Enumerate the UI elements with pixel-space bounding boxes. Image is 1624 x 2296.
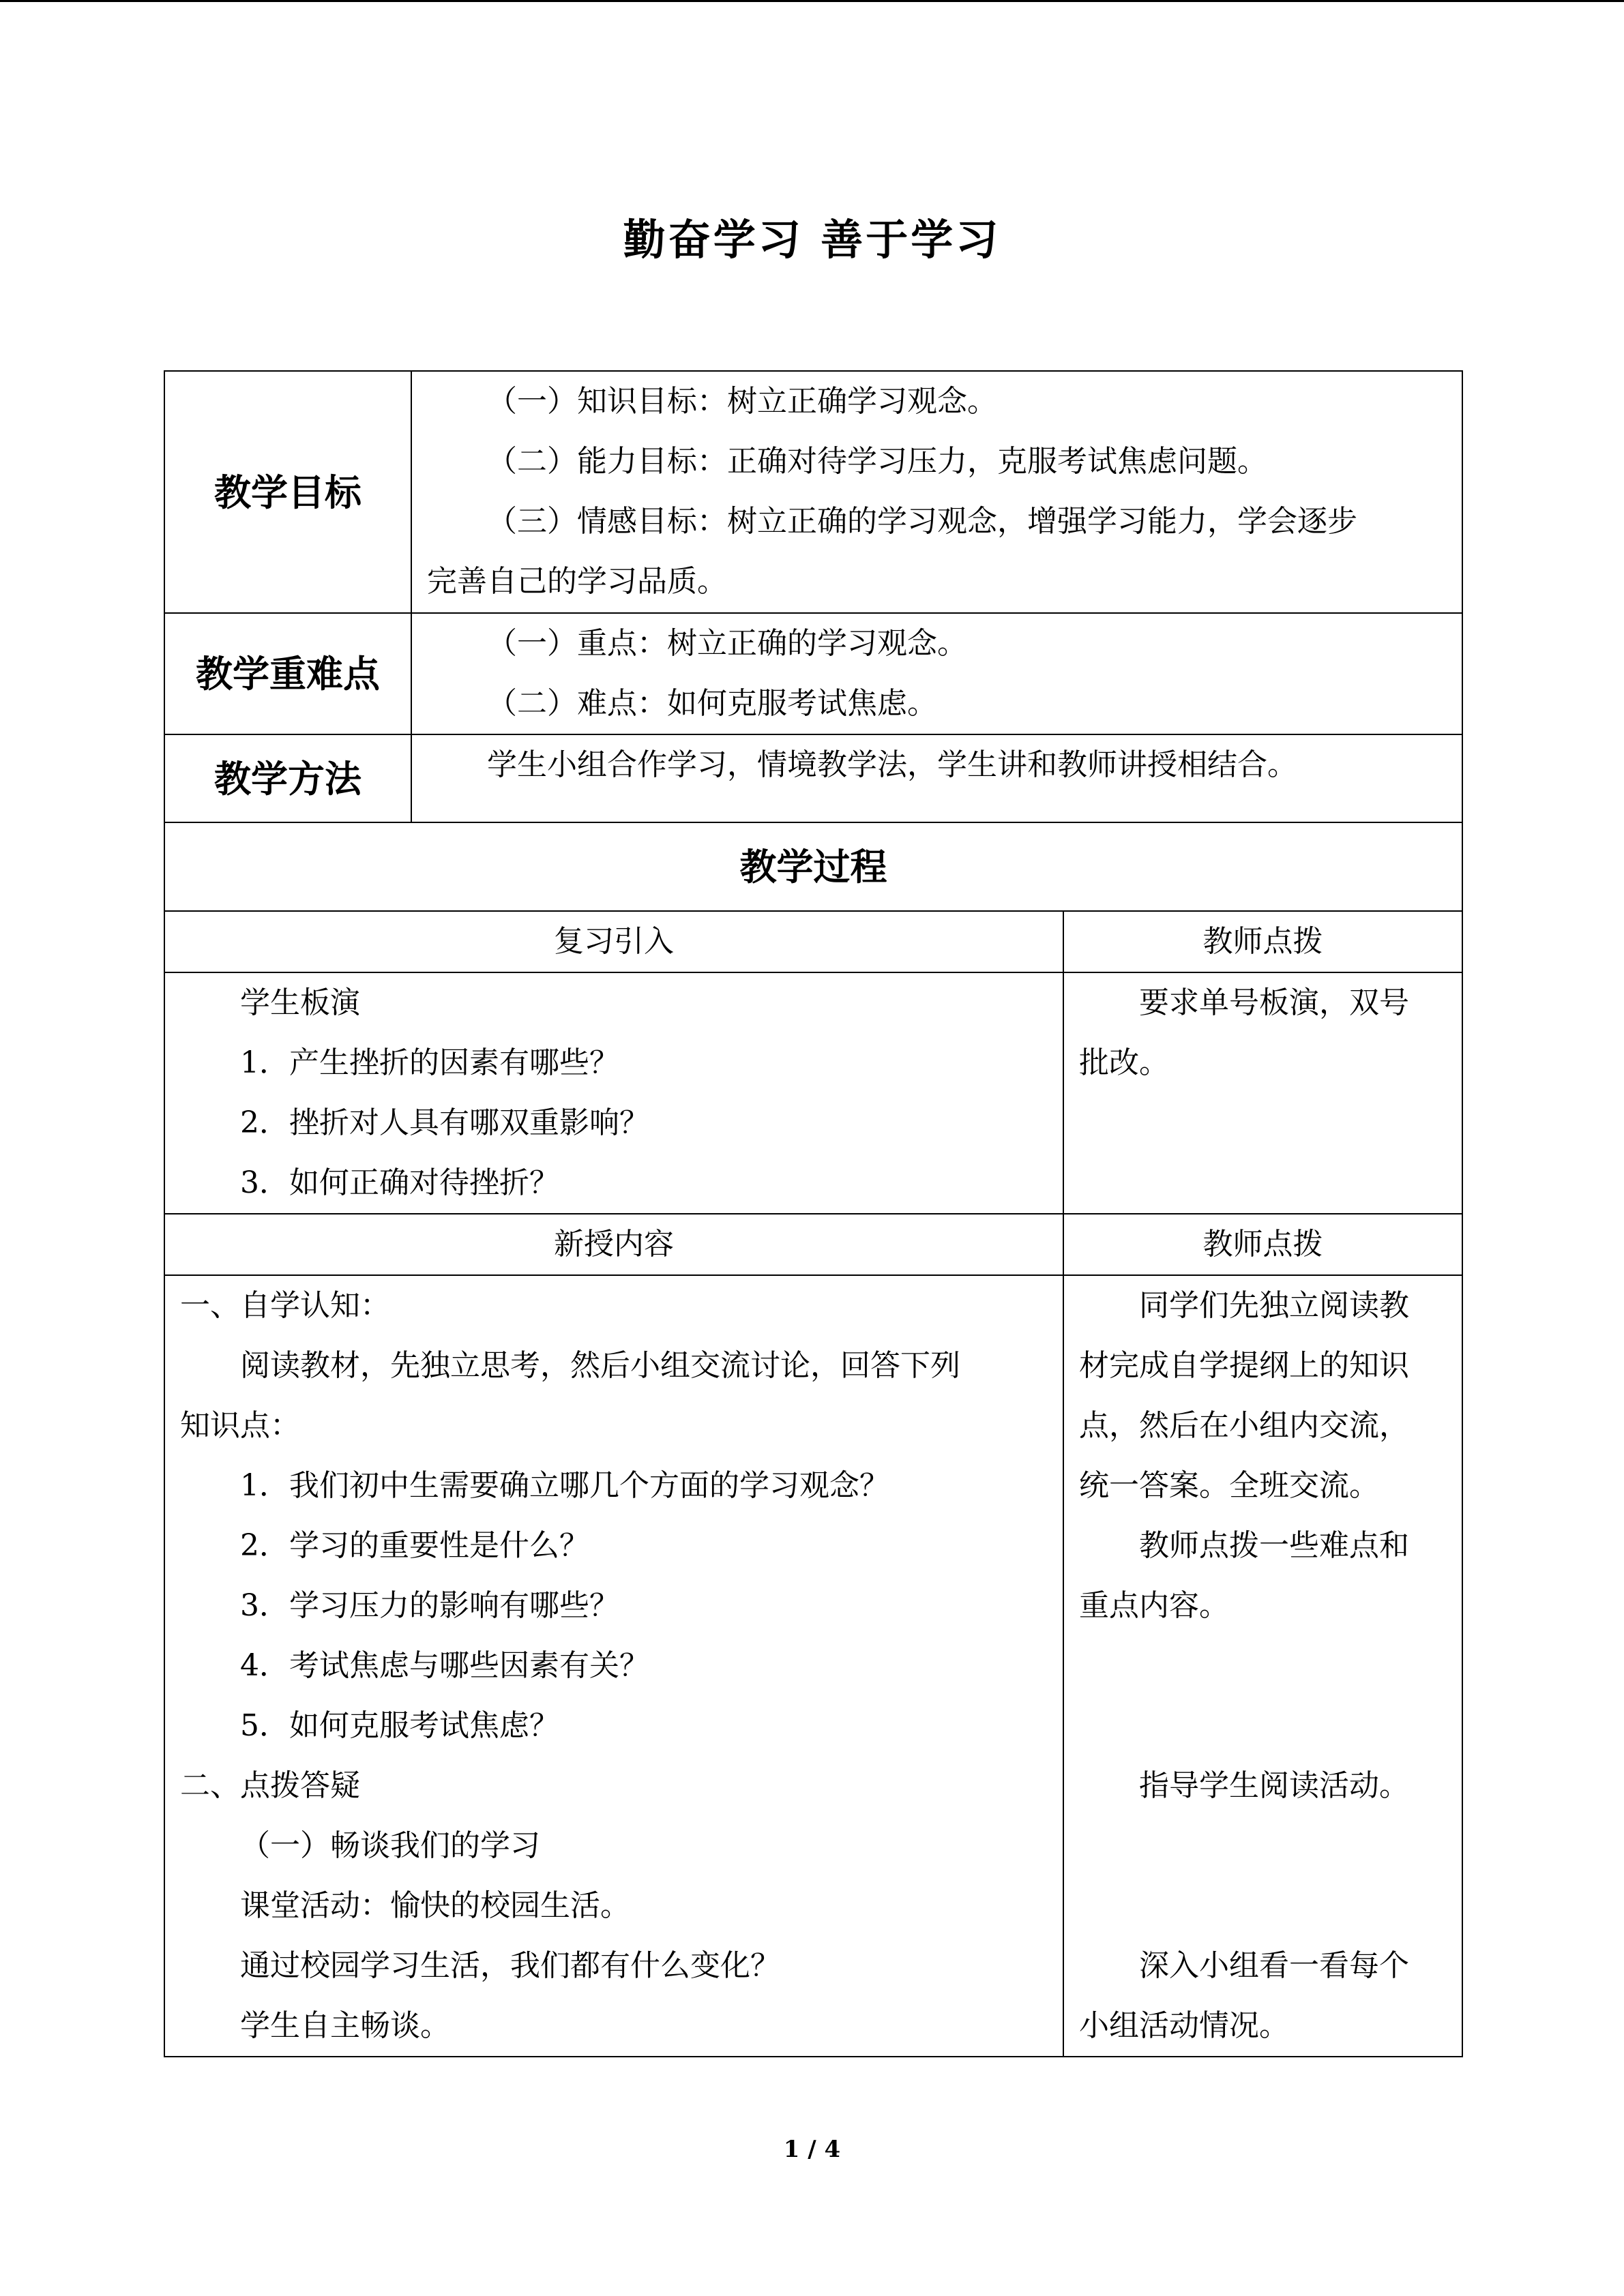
new-content-line: 2．学习的重要性是什么？ — [240, 1528, 589, 1563]
review-line: 学生板演 — [240, 985, 360, 1020]
page-top-border — [0, 0, 1624, 2]
methods-content — [411, 734, 1462, 822]
page-title: 勤奋学习 善于学习 — [623, 215, 1001, 265]
review-body-row — [164, 972, 1462, 1214]
new-content-line: 3．学习压力的影响有哪些？ — [240, 1588, 619, 1623]
review-right-content — [1063, 972, 1462, 1214]
review-line: 1．产生挫折的因素有哪些？ — [240, 1045, 619, 1080]
review-right-header: 教师点拨 — [1063, 911, 1462, 972]
new-content-tip-line: 同学们先独立阅读教 — [1139, 1288, 1409, 1323]
review-line: 3．如何正确对待挫折？ — [240, 1165, 559, 1200]
new-content-line: 通过校园学习生活，我们都有什么变化？ — [240, 1948, 780, 1983]
key-point-line: （一）重点：树立正确的学习观念。 — [487, 626, 967, 661]
objective-line: （三）情感目标：树立正确的学习观念，增强学习能力，学会逐步 — [487, 504, 1357, 539]
methods-text: 学生小组合作学习，情境教学法，学生讲和教师讲授相结合。 — [487, 747, 1297, 782]
new-content-tip-line: 指导学生阅读活动。 — [1139, 1768, 1409, 1803]
objective-line: （一）知识目标：树立正确学习观念。 — [487, 384, 997, 419]
new-content-body-row — [164, 1275, 1462, 2057]
new-content-line: （一）畅谈我们的学习 — [240, 1828, 540, 1863]
new-content-line: 知识点： — [180, 1408, 300, 1443]
new-content-line: 4．考试焦虑与哪些因素有关？ — [240, 1648, 649, 1683]
new-content-left-header: 新授内容 — [164, 1214, 1063, 1275]
new-content-tip-line: 材完成自学提纲上的知识 — [1079, 1348, 1409, 1383]
key-points-row — [164, 613, 1462, 734]
lesson-plan-table — [164, 370, 1463, 2057]
new-content-right-content — [1063, 1275, 1462, 2057]
new-content-tip-spacer — [1079, 1696, 1447, 1756]
new-content-line: 二、点拨答疑 — [180, 1768, 360, 1803]
objectives-row — [164, 371, 1462, 613]
review-tip-line: 要求单号板演，双号 — [1139, 985, 1409, 1020]
process-title-row — [164, 822, 1462, 911]
new-content-tip-line: 教师点拨一些难点和 — [1139, 1528, 1409, 1563]
new-content-right-header: 教师点拨 — [1063, 1214, 1462, 1275]
objectives-label: 教学目标 — [164, 371, 411, 613]
key-point-line: （二）难点：如何克服考试焦虑。 — [487, 686, 937, 721]
new-content-tip-line: 深入小组看一看每个 — [1139, 1948, 1409, 1983]
new-content-line: 阅读教材，先独立思考，然后小组交流讨论，回答下列 — [240, 1348, 960, 1383]
new-content-line: 学生自主畅谈。 — [240, 2008, 450, 2043]
new-content-left-content — [164, 1275, 1063, 2057]
methods-row — [164, 734, 1462, 822]
new-content-tip-line: 重点内容。 — [1079, 1588, 1229, 1623]
objectives-content — [411, 371, 1462, 613]
review-header-row — [164, 911, 1462, 972]
review-left-header: 复习引入 — [164, 911, 1063, 972]
key-points-label: 教学重难点 — [164, 613, 411, 734]
new-content-line: 课堂活动：愉快的校园生活。 — [240, 1888, 630, 1923]
new-content-tip-line: 统一答案。全班交流。 — [1079, 1468, 1379, 1503]
new-content-tip-spacer — [1079, 1816, 1447, 1876]
page-number: 1 / 4 — [783, 2136, 841, 2163]
objective-line: （二）能力目标：正确对待学习压力，克服考试焦虑问题。 — [487, 444, 1267, 479]
methods-label: 教学方法 — [164, 734, 411, 822]
new-content-tip-line: 点，然后在小组内交流， — [1079, 1408, 1409, 1443]
new-content-line: 1．我们初中生需要确立哪几个方面的学习观念？ — [240, 1468, 889, 1503]
new-content-line: 5．如何克服考试焦虑？ — [240, 1708, 559, 1743]
objective-line: 完善自己的学习品质。 — [427, 564, 727, 599]
new-content-tip-spacer — [1079, 1876, 1447, 1936]
review-line: 2．挫折对人具有哪双重影响？ — [240, 1105, 649, 1140]
review-left-content — [164, 972, 1063, 1214]
new-content-line: 一、自学认知： — [180, 1288, 390, 1323]
process-title: 教学过程 — [164, 822, 1462, 911]
new-content-tip-spacer — [1079, 1636, 1447, 1696]
new-content-tip-line: 小组活动情况。 — [1079, 2008, 1289, 2043]
new-content-header-row — [164, 1214, 1462, 1275]
review-tip-line: 批改。 — [1079, 1045, 1169, 1080]
key-points-content — [411, 613, 1462, 734]
